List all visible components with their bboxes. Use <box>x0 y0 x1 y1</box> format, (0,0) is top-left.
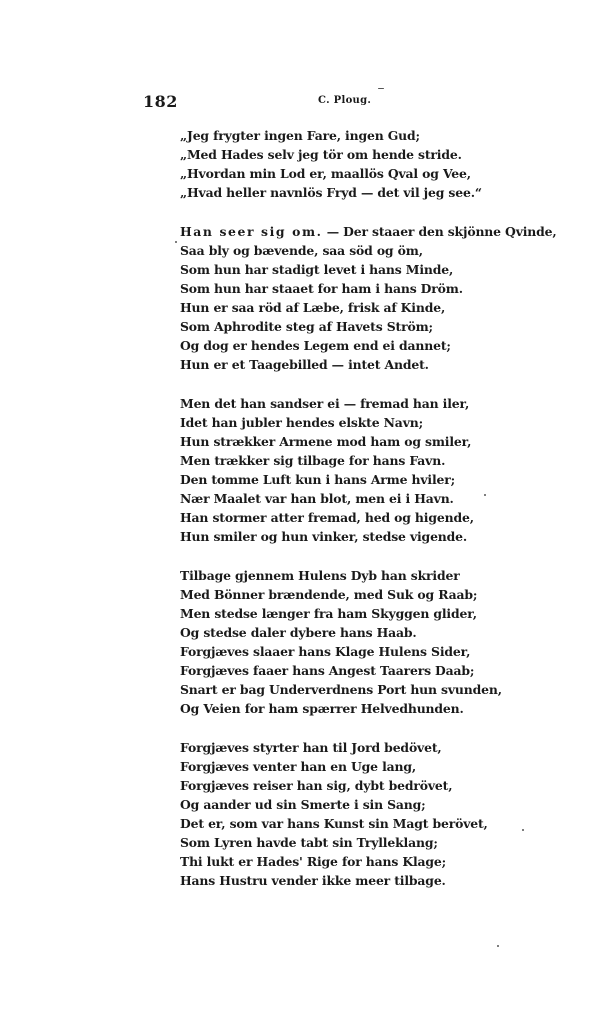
stanza-2 <box>180 222 600 374</box>
scan-speck <box>522 829 524 831</box>
poem-line: Men stedse længer fra ham Skyggen glider, <box>180 606 477 621</box>
poem-line: Han stormer atter fremad, hed og higende, <box>180 510 474 525</box>
poem-line: Som hun har stadigt levet i hans Minde, <box>180 262 454 277</box>
scan-speck <box>484 494 486 496</box>
page-number: 182 <box>143 92 178 111</box>
stanza-5 <box>180 738 600 890</box>
stanza-1 <box>180 126 600 202</box>
poem-line: Tilbage gjennem Hulens Dyb han skrider <box>180 568 460 583</box>
poem-line: Men det han sandser ei — fremad han iler, <box>180 396 470 411</box>
poem-line: Som hun har staaet for ham i hans Dröm. <box>180 281 463 296</box>
poem-line: „Hvordan min Lod er, maallös Qval og Vee, <box>180 166 471 181</box>
poem-line: „Med Hades selv jeg tör om hende stride. <box>180 147 462 162</box>
poem-line: Men trækker sig tilbage for hans Favn. <box>180 453 446 468</box>
scan-speck <box>378 88 384 89</box>
running-head: C. Ploug. <box>318 95 372 106</box>
poem-line: Forgjæves reiser han sig, dybt bedrövet, <box>180 778 453 793</box>
poem-line: Forgjæves slaaer hans Klage Hulens Sider, <box>180 644 471 659</box>
poem-line: Og Veien for ham spærrer Helvedhunden. <box>180 701 464 716</box>
poem-line: Saa bly og bævende, saa söd og öm, <box>180 243 423 258</box>
poem-line: Forgjæves venter han en Uge lang, <box>180 759 417 774</box>
poem-line: Snart er bag Underverdnens Port hun svunden, <box>180 682 502 697</box>
line-rest: — Der staaer den skjönne Qvinde, <box>322 224 557 239</box>
poem-line: „Hvad heller navnlös Fryd — det vil jeg see.“ <box>180 185 482 200</box>
scan-speck <box>497 945 499 947</box>
poem-line: Hun smiler og hun vinker, stedse vigende. <box>180 529 468 544</box>
poem-line: Nær Maalet var han blot, men ei i Havn. <box>180 491 454 506</box>
poem-line: Thi lukt er Hades' Rige for hans Klage; <box>180 854 447 869</box>
poem-line: Hun er saa röd af Læbe, frisk af Kinde, <box>180 300 446 315</box>
poem-line: Og aander ud sin Smerte i sin Sang; <box>180 797 426 812</box>
poem-line: Forgjæves styrter han til Jord bedövet, <box>180 740 442 755</box>
poem-line: Som Aphrodite steg af Havets Ström; <box>180 319 433 334</box>
scan-speck <box>175 241 177 243</box>
poem-line: Idet han jubler hendes elskte Navn; <box>180 415 424 430</box>
poem-line: Den tomme Luft kun i hans Arme hviler; <box>180 472 456 487</box>
poem-line: Som Lyren havde tabt sin Trylleklang; <box>180 835 438 850</box>
poem-line: Og stedse daler dybere hans Haab. <box>180 625 417 640</box>
stanza-3 <box>180 394 600 546</box>
spaced-phrase: Han seer sig om. <box>180 224 323 239</box>
stanza-4 <box>180 566 600 718</box>
poem <box>180 126 600 890</box>
poem-line <box>180 222 600 241</box>
poem-line: Hun strækker Armene mod ham og smiler, <box>180 434 472 449</box>
poem-line: „Jeg frygter ingen Fare, ingen Gud; <box>180 128 420 143</box>
poem-line: Forgjæves faaer hans Angest Taarers Daab; <box>180 663 475 678</box>
poem-line: Det er, som var hans Kunst sin Magt berövet, <box>180 816 488 831</box>
poem-line: Med Bönner brændende, med Suk og Raab; <box>180 587 478 602</box>
poem-line: Og dog er hendes Legem end ei dannet; <box>180 338 451 353</box>
poem-line: Hans Hustru vender ikke meer tilbage. <box>180 873 446 888</box>
poem-line: Hun er et Taagebilled — intet Andet. <box>180 357 429 372</box>
